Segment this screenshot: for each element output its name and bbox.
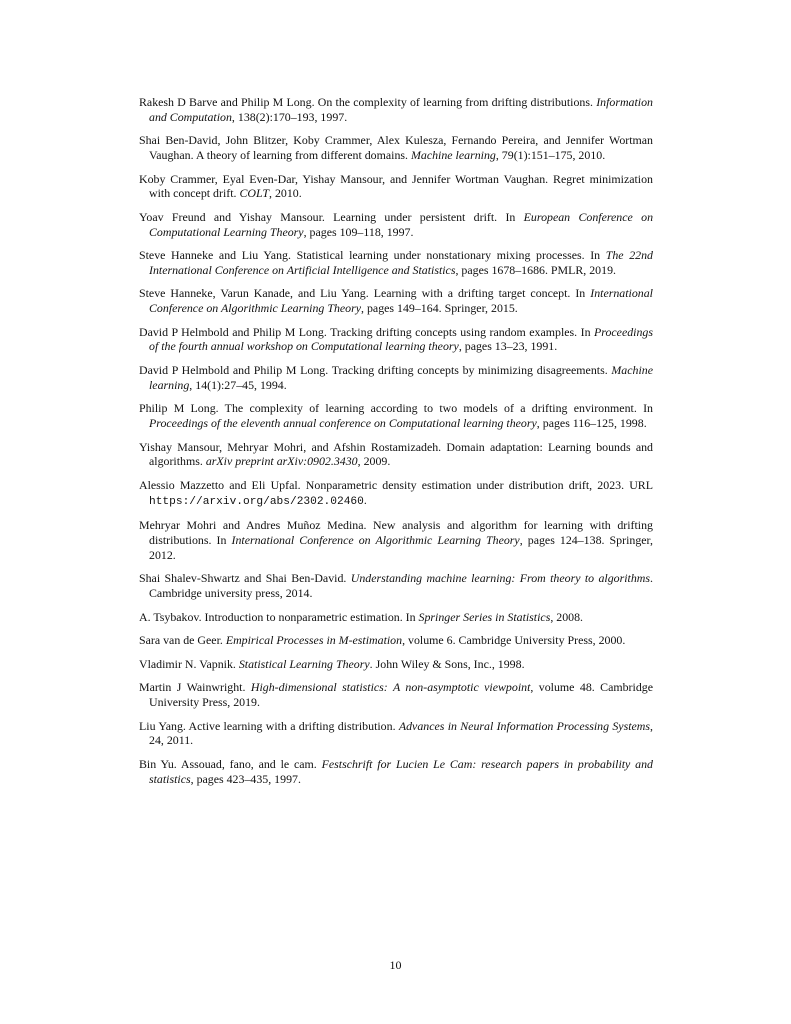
reference-details: . John Wiley & Sons, Inc., 1998. xyxy=(369,656,525,671)
reference-entry xyxy=(139,610,653,625)
reference-text: Martin J Wainwright. xyxy=(139,680,251,695)
reference-text: David P Helmbold and Philip M Long. Tracking drifting concepts using random examples. In xyxy=(139,324,594,339)
reference-details: , volume 48. Cambridge University Press, 2019. xyxy=(149,680,653,710)
reference-text: Yishay Mansour, Mehryar Mohri, and Afshin Rostamizadeh. Domain adaptation: Learning bounds and algorithms. xyxy=(139,439,653,469)
reference-entry xyxy=(139,401,653,430)
reference-entry xyxy=(139,571,653,600)
reference-text: Rakesh D Barve and Philip M Long. On the complexity of learning from drifting distributions. xyxy=(139,95,597,109)
reference-venue: Information and Computation xyxy=(149,95,653,124)
reference-entry xyxy=(139,478,653,509)
reference-list xyxy=(139,95,653,795)
reference-details: , pages 13–23, 1991. xyxy=(458,339,558,354)
reference-text: Alessio Mazzetto and Eli Upfal. Nonparametric density estimation under distribution drift, 2023. URL xyxy=(139,477,653,492)
reference-venue: The 22nd International Conference on Artificial Intelligence and Statistics xyxy=(149,248,653,277)
reference-details: , pages 423–435, 1997. xyxy=(190,771,301,786)
reference-details: , 2010. xyxy=(269,186,302,201)
reference-entry xyxy=(139,286,653,315)
reference-details: , volume 6. Cambridge University Press, 2000. xyxy=(402,633,626,648)
reference-venue: Proceedings of the eleventh annual conference on Computational learning theory xyxy=(149,416,537,431)
reference-text: Mehryar Mohri and Andres Muñoz Medina. New analysis and algorithm for learning with drifting distributions. In xyxy=(139,518,653,547)
reference-text: Steve Hanneke and Liu Yang. Statistical learning under nonstationary mixing processes. In xyxy=(139,248,606,263)
reference-entry xyxy=(139,248,653,277)
reference-venue: Springer Series in Statistics xyxy=(418,609,551,624)
reference-venue: Empirical Processes in M-estimation xyxy=(225,633,403,648)
reference-venue: Machine learning xyxy=(149,363,653,392)
reference-entry xyxy=(139,518,653,562)
reference-venue: Proceedings of the fourth annual workshop on Computational learning theory xyxy=(149,324,653,354)
reference-details: , 2008. xyxy=(550,609,584,624)
reference-entry xyxy=(139,657,653,672)
reference-details: , 138(2):170–193, 1997. xyxy=(231,109,348,124)
reference-entry xyxy=(139,363,653,392)
reference-venue: Statistical Learning Theory xyxy=(238,656,370,671)
reference-details: , 79(1):151–175, 2010. xyxy=(495,148,606,162)
reference-text: David P Helmbold and Philip M Long. Tracking drifting concepts by minimizing disagreements. xyxy=(139,363,612,378)
reference-venue: arXiv preprint arXiv:0902.3430 xyxy=(205,454,358,469)
reference-venue: International Conference on Algorithmic Learning Theory xyxy=(231,532,520,547)
reference-entry xyxy=(139,95,653,124)
page-number: 10 xyxy=(389,958,402,972)
reference-text: Koby Crammer, Eyal Even-Dar, Yishay Mansour, and Jennifer Wortman Vaughan. Regret minimization with concept drift. xyxy=(139,171,653,201)
reference-details: . Cambridge university press, 2014. xyxy=(149,571,653,600)
reference-venue: International Conference on Algorithmic Learning Theory xyxy=(149,286,653,316)
reference-entry xyxy=(139,172,653,201)
reference-details: , pages 109–118, 1997. xyxy=(303,224,414,239)
reference-text: Yoav Freund and Yishay Mansour. Learning under persistent drift. In xyxy=(139,209,524,224)
reference-text: Shai Ben-David, John Blitzer, Koby Crammer, Alex Kulesza, Fernando Pereira, and Jennifer Wortman Vaughan. A theory of learning from different domains. xyxy=(139,133,653,162)
reference-text: Liu Yang. Active learning with a drifting distribution. xyxy=(139,718,399,733)
reference-entry xyxy=(139,719,653,748)
reference-venue: COLT xyxy=(239,186,269,201)
reference-text: Shai Shalev-Shwartz and Shai Ben-David. xyxy=(139,571,351,586)
reference-text: A. Tsybakov. Introduction to nonparametric estimation. In xyxy=(139,609,419,624)
reference-details: , pages 1678–1686. PMLR, 2019. xyxy=(455,262,616,277)
reference-venue: Advances in Neural Information Processing Systems xyxy=(398,718,651,733)
reference-text: Steve Hanneke, Varun Kanade, and Liu Yang. Learning with a drifting target concept. In xyxy=(139,286,591,301)
reference-text: Sara van de Geer. xyxy=(139,633,226,648)
reference-venue: Machine learning xyxy=(410,148,496,162)
reference-entry xyxy=(139,133,653,162)
reference-entry xyxy=(139,757,653,786)
reference-entry xyxy=(139,440,653,469)
reference-entry xyxy=(139,633,653,648)
reference-entry xyxy=(139,680,653,709)
reference-text: Philip M Long. The complexity of learning according to two models of a drifting environment. In xyxy=(139,401,653,416)
reference-details: , 14(1):27–45, 1994. xyxy=(189,377,287,392)
reference-entry xyxy=(139,210,653,239)
reference-details: , 2009. xyxy=(357,454,391,469)
reference-text: Vladimir N. Vapnik. xyxy=(139,656,239,671)
reference-text: Bin Yu. Assouad, fano, and le cam. xyxy=(139,756,322,771)
reference-details: , pages 116–125, 1998. xyxy=(536,416,647,431)
reference-venue: European Conference on Computational Learning Theory xyxy=(149,209,654,239)
reference-venue: High-dimensional statistics: A non-asymptotic viewpoint xyxy=(250,680,531,695)
reference-details: . xyxy=(363,492,367,507)
reference-details: , 24, 2011. xyxy=(149,718,653,748)
reference-entry xyxy=(139,325,653,354)
reference-url-link[interactable]: https://arxiv.org/abs/2302.02460 xyxy=(149,495,364,508)
reference-details: , pages 124–138. Springer, 2012. xyxy=(149,532,653,562)
reference-venue: Understanding machine learning: From theory to algorithms xyxy=(350,571,651,586)
reference-details: , pages 149–164. Springer, 2015. xyxy=(361,301,518,316)
reference-venue: Festschrift for Lucien Le Cam: research papers in probability and statistics xyxy=(149,756,653,786)
